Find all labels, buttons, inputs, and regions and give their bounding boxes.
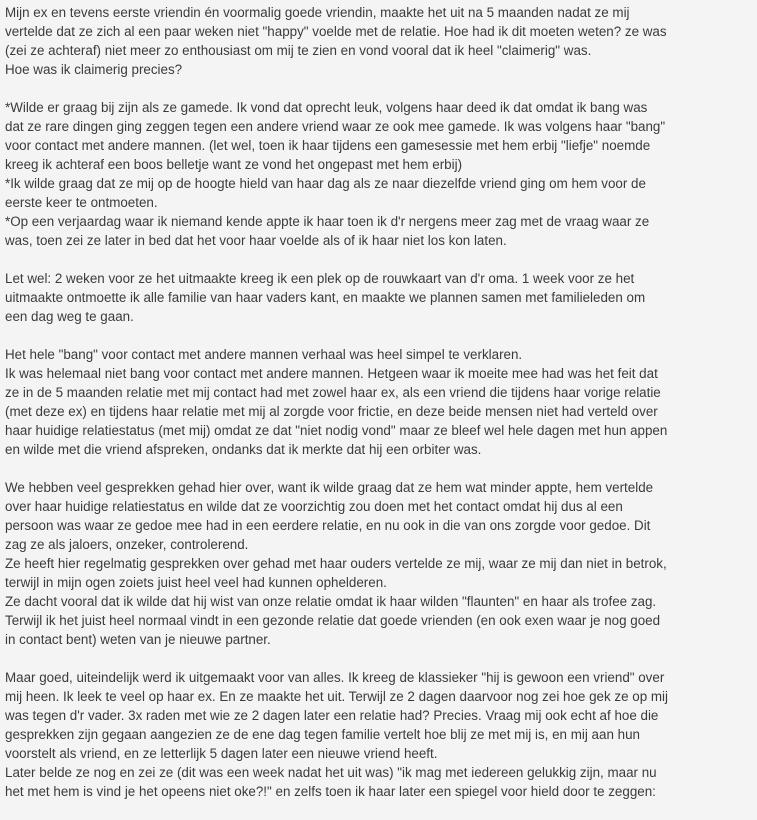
text-line: vertelde dat ze zich al een paar weken niet "happy" voelde met de relatie. Hoe had ik dit moeten weten? ze was — [5, 24, 667, 39]
text-line: (zei ze achteraf) niet meer zo enthousiast om mij te zien en vond vooral dat ik heel "claimerig" was. — [5, 43, 592, 58]
paragraph-claimerig-examples — [5, 98, 743, 250]
text-line: mij heen. Ik leek te veel op haar ex. En ze maakte het uit. Terwijl ze 2 dagen daarvoor nog zei hoe gek ze op mij — [5, 689, 668, 704]
text-line: Maar goed, uiteindelijk werd ik uitgemaakt voor van alles. Ik kreeg de klassieker "hij is gewoon een vriend" over — [5, 670, 665, 685]
text-line: persoon was waar ze gedoe mee had in een eerdere relatie, en nu ook in die van ons zorgde voor gedoe. Dit — [5, 518, 651, 533]
text-line: voorstelt als vriend, en ze letterlijk 5 dagen later een nieuwe vriend heeft. — [5, 746, 438, 761]
paragraph-bang-explanation — [5, 345, 743, 459]
text-line: een dag weg te gaan. — [5, 309, 134, 324]
text-line: Het hele "bang" voor contact met andere mannen verhaal was heel simpel te verklaren. — [5, 347, 523, 362]
text-line: het met hem is vind je het opeens niet oke?!" en zelfs toen ik haar later een spiegel voor hield door te zeggen: — [5, 784, 656, 799]
text-line: in contact bent) weten van je nieuwe partner. — [5, 632, 271, 647]
text-line: ze in de 5 maanden relatie met mij contact had met zowel haar ex, als een vriend die tijdens haar vorige relatie — [5, 385, 661, 400]
text-line: voor contact met andere mannen. (let wel, toen ik haar tijdens een gamesessie met hem erbij "liefje" noemde — [5, 138, 651, 153]
text-line: was, toen zei ze later in bed dat het voor haar voelde als of ik haar niet los kon laten. — [5, 233, 507, 248]
text-line: *Op een verjaardag waar ik niemand kende appte ik haar toen ik d'r nergens meer zag met de vraag waar ze — [5, 214, 650, 229]
text-line: uitmaakte ontmoette ik alle familie van haar vaders kant, en maakte we plannen samen met familieleden om — [5, 290, 646, 305]
text-line: over haar huidige relatiestatus en wilde dat ze voorzichtig zou doen met het contact omdat hij dus al een — [5, 499, 623, 514]
text-line: Ze heeft hier regelmatig gesprekken over gehad met haar ouders vertelde ze mij, waar ze mij dan niet in betrok, — [5, 556, 667, 571]
text-line: en wilde met die vriend afspreken, ondanks dat ik merkte dat hij een orbiter was. — [5, 442, 482, 457]
text-line: haar huidige relatiestatus (met mij) omdat ze dat "niet nodig vond" maar ze bleef wel hele dagen met hun appen — [5, 423, 668, 438]
text-line: *Ik wilde graag dat ze mij op de hoogte hield van haar dag als ze naar diezelfde vriend ging om hem voor de — [5, 176, 646, 191]
text-line: Let wel: 2 weken voor ze het uitmaakte kreeg ik een plek op de rouwkaart van d'r oma. 1 week voor ze het — [5, 271, 635, 286]
paragraph-family — [5, 269, 743, 326]
text-line: Ze dacht vooral dat ik wilde dat hij wist van onze relatie omdat ik haar wilden "flaunten" en haar als trofee zag. — [5, 594, 657, 609]
text-line: Hoe was ik claimerig precies? — [5, 62, 183, 77]
text-line: dat ze rare dingen ging zeggen tegen een andere vriend waar ze ook mee gamede. Ik was volgens haar "bang" — [5, 119, 666, 134]
text-line: Mijn ex en tevens eerste vriendin én voormalig goede vriendin, maakte het uit na 5 maanden nadat ze mij — [5, 5, 630, 20]
text-line: eerste keer te ontmoeten. — [5, 195, 158, 210]
text-line: (met deze ex) en tijdens haar relatie met mij al zorgde voor frictie, en deze beide mensen niet had verteld over — [5, 404, 658, 419]
text-line: zag ze als jaloers, onzeker, controlerend. — [5, 537, 249, 552]
paragraph-conversations — [5, 478, 743, 649]
text-line: gesprekken zijn gegaan aangezien ze de ene dag tegen familie vertelt hoe blij ze met mij is, en mij aan hun — [5, 727, 640, 742]
text-line: Later belde ze nog en zei ze (dit was een week nadat het uit was) "ik mag met iedereen gelukkig zijn, maar nu — [5, 765, 657, 780]
text-line: terwijl in mijn ogen zoiets juist heel veel had kunnen ophelderen. — [5, 575, 387, 590]
text-line: Terwijl ik het juist heel normaal vindt in een gezonde relatie dat goede vrienden (en ook exen waar je nog goed — [5, 613, 661, 628]
text-line: Ik was helemaal niet bang voor contact met andere mannen. Hetgeen waar ik moeite mee had was het feit dat — [5, 366, 658, 381]
text-line: *Wilde er graag bij zijn als ze gamede. Ik vond dat oprecht leuk, volgens haar deed ik dat omdat ik bang was — [5, 100, 648, 115]
text-line: was tegen d'r vader. 3x raden met wie ze 2 dagen later een relatie had? Precies. Vraag mij ook echt af hoe die — [5, 708, 659, 723]
paragraph-breakup-intro — [5, 3, 743, 79]
text-line: We hebben veel gesprekken gehad hier over, want ik wilde graag dat ze hem wat minder appte, hem vertelde — [5, 480, 654, 495]
paragraph-conclusion — [5, 668, 743, 801]
text-line: kreeg ik achteraf een boos belletje want ze vond het ongepast met hem erbij) — [5, 157, 463, 172]
